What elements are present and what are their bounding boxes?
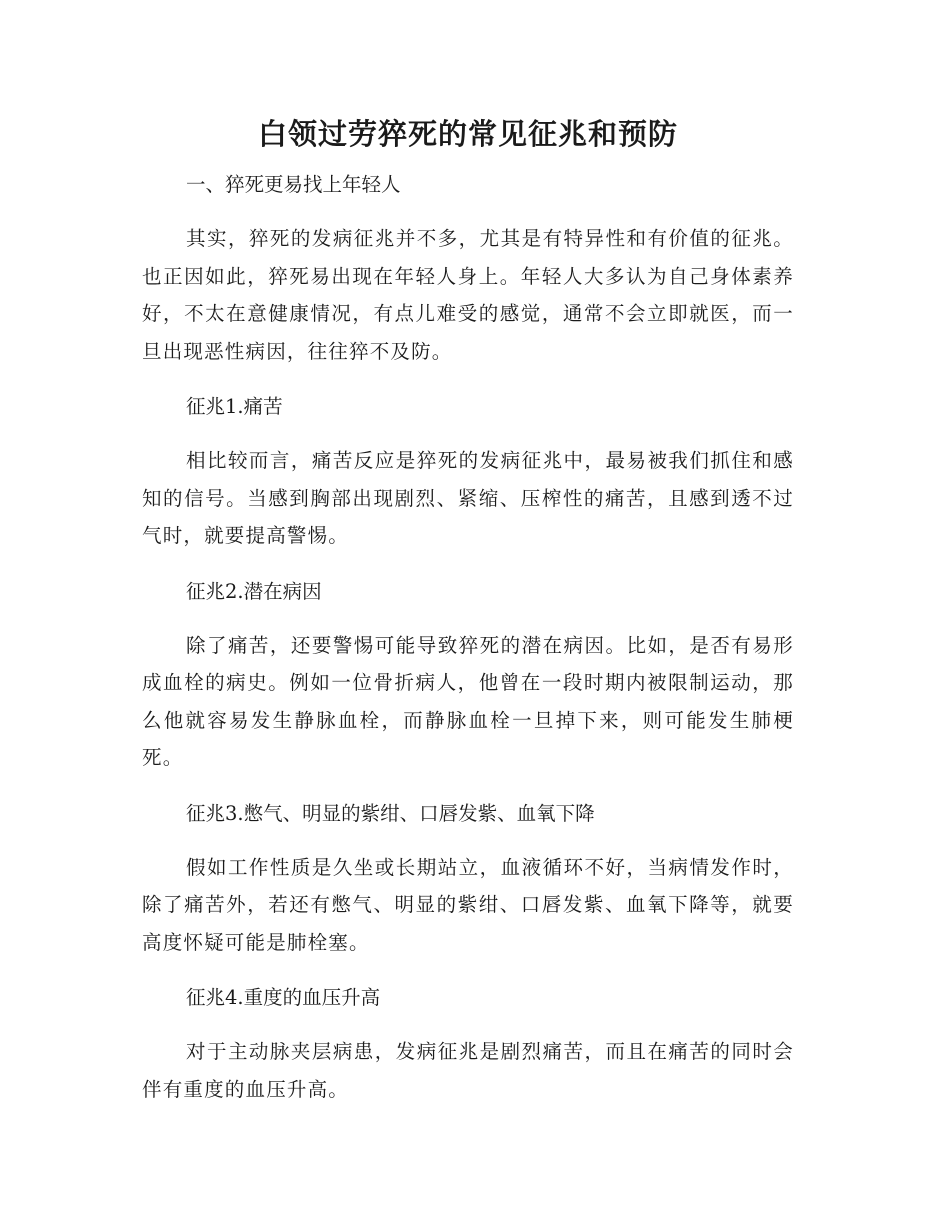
section-heading: 征兆1.痛苦: [186, 395, 283, 418]
spacer: [142, 961, 794, 979]
spacer: [142, 426, 794, 442]
section-paragraph: 其实，猝死的发病征兆并不多，尤其是有特异性和有价值的征兆。也正因如此，猝死易出现在年轻人身上。年轻人大多认为自己身体素养好，不太在意健康情况，有点儿难受的感觉，通常不会立即就医，而一旦出现恶性病因，往往猝不及防。: [142, 227, 794, 363]
section-paragraph: 对于主动脉夹层病患，发病征兆是剧烈痛苦，而且在痛苦的同时会伴有重度的血压升高。: [142, 1040, 794, 1101]
spacer: [142, 777, 794, 795]
document-title: 白领过劳猝死的常见征兆和预防: [257, 117, 678, 151]
spacer: [142, 611, 794, 627]
section-heading: 征兆4.重度的血压升高: [186, 986, 381, 1009]
spacer: [142, 370, 794, 388]
document-page: [142, 112, 794, 1108]
spacer: [142, 1017, 794, 1033]
spacer: [142, 833, 794, 849]
spacer: [142, 555, 794, 573]
section-heading: 征兆3.憋气、明显的紫绀、口唇发紫、血氧下降: [186, 801, 595, 825]
section-heading: 征兆2.潜在病因: [186, 579, 322, 603]
section-heading: 一、猝死更易找上年轻人: [186, 173, 401, 196]
section-paragraph: 相比较而言，痛苦反应是猝死的发病征兆中，最易被我们抓住和感知的信号。当感到胸部出现剧烈、紧缩、压榨性的痛苦，且感到透不过气时，就要提高警惕。: [142, 449, 794, 547]
section-paragraph: 除了痛苦，还要警惕可能导致猝死的潜在病因。比如，是否有易形成血栓的病史。例如一位骨折病人，他曾在一段时期内被限制运动，那么他就容易发生静脉血栓，而静脉血栓一旦掉下来，则可能发生肺梗死。: [142, 633, 794, 769]
spacer: [142, 204, 794, 220]
section-paragraph: 假如工作性质是久坐或长期站立，血液循环不好，当病情发作时，除了痛苦外，若还有憋气、明显的紫绀、口唇发紫、血氧下降等，就要高度怀疑可能是肺栓塞。: [142, 855, 794, 954]
